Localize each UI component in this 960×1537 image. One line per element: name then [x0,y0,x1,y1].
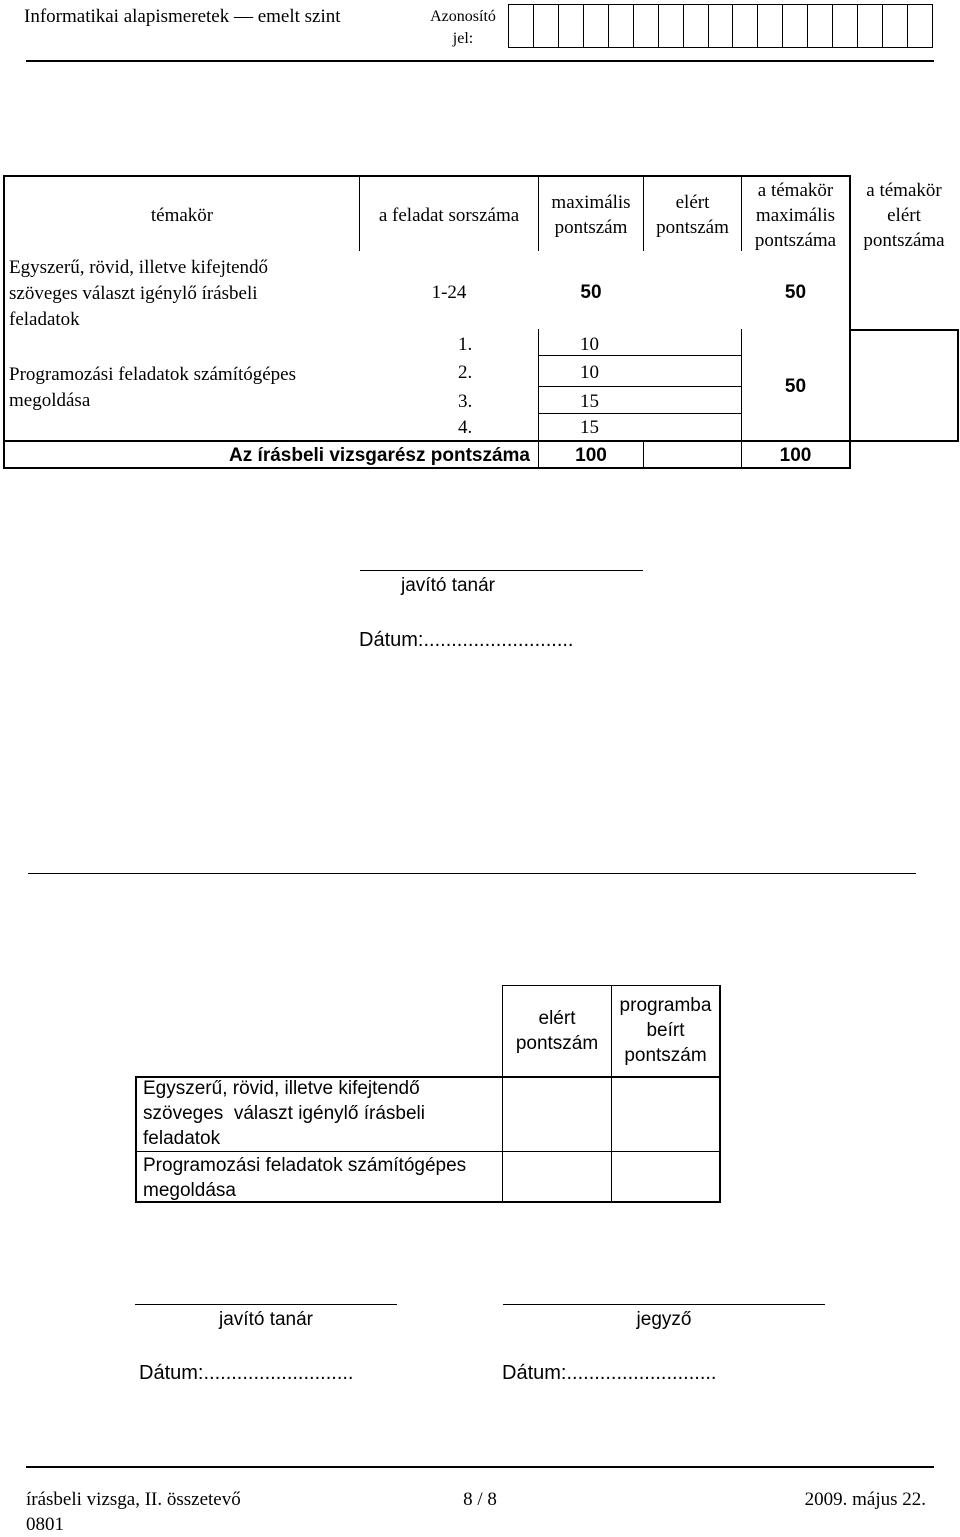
signature-date-left: Dátum:........................... [139,1362,354,1384]
row2-topic: Programozási feladatok számítógépes megoldása [9,364,297,411]
header-entered: programba beírt pontszám [619,995,712,1066]
task-number: 3. [458,391,473,412]
row1-topic-max: 50 [784,282,807,303]
header-topic-max: a témakör maximális pontszáma [754,180,837,251]
row1-topic: Egyszerű, rövid, illetve kifejtendő szöveges választ igénylő írásbeli feladatok [9,257,269,330]
page-number: 8 / 8 [463,1489,497,1510]
task-number: 2. [458,362,473,383]
header-task-number: a feladat sorszáma [378,205,520,226]
id-label: Azonosító jel: [430,8,496,47]
header-achieved: elért pontszám [656,192,729,238]
signature-role-left: javító tanár [219,1309,313,1330]
signature-date-right: Dátum:........................... [502,1362,717,1384]
total-topic-max: 100 [779,445,812,466]
row2-entered-input[interactable] [613,1153,718,1200]
signature-role: javító tanár [401,575,495,596]
row2-achieved-input[interactable] [504,1153,610,1200]
signature-line-right [503,1304,825,1305]
row1-max: 50 [580,282,602,303]
footer-date: 2009. május 22. [804,1489,926,1510]
task-max-points: 15 [580,417,599,438]
row1-label: Egyszerű, rövid, illetve kifejtendő szöveges választ igénylő írásbeli feladatok [143,1078,425,1149]
document-title: Informatikai alapismeretek — emelt szint [24,6,341,27]
footer-exam-info: írásbeli vizsga, II. összetevő 0801 [26,1489,241,1535]
header-max-points: maximális pontszám [551,192,631,238]
task-max-points: 10 [580,334,599,355]
header-topic: témakör [150,205,214,226]
row2-label: Programozási feladatok számítógépes megoldása [143,1155,467,1201]
row1-achieved-input[interactable] [504,1079,610,1150]
row2-topic-max: 50 [784,376,807,397]
footer-rule [26,1466,934,1468]
signature-date: Dátum:........................... [359,629,574,651]
total-max: 100 [575,445,607,466]
task-max-points: 10 [580,362,599,383]
signature-role-right: jegyző [636,1309,692,1330]
row1-task: 1-24 [431,282,467,303]
header-achieved: elért pontszám [515,1008,599,1054]
task-number: 4. [458,417,473,438]
signature-line-left [135,1304,397,1305]
task-number: 1. [458,334,473,355]
total-label: Az írásbeli vizsgarész pontszáma [229,445,530,466]
header-topic-achieved: a témakör elért pontszáma [863,180,945,251]
row1-entered-input[interactable] [613,1079,718,1150]
task-max-points: 15 [580,391,599,412]
